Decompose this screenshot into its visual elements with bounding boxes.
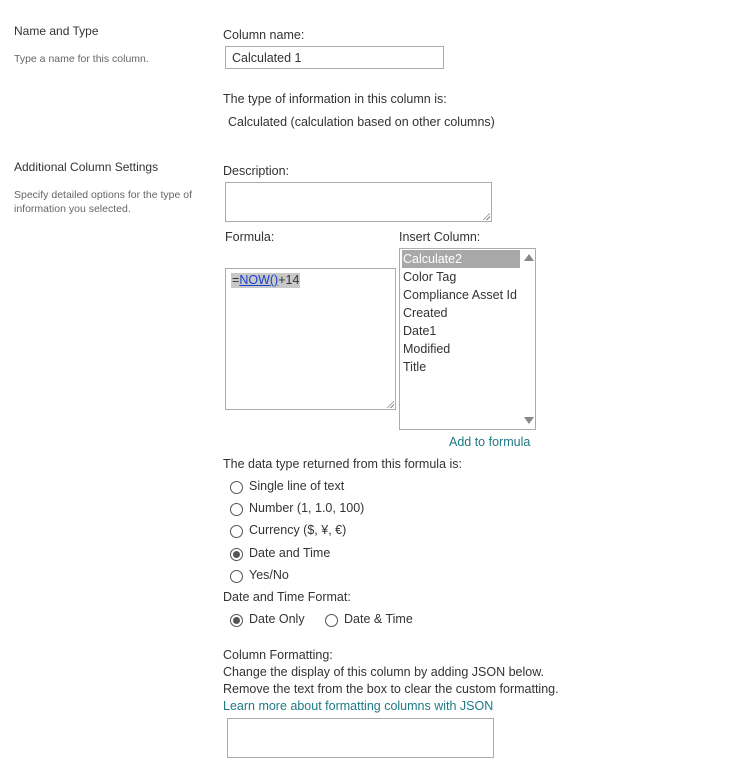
radio-single-line-text[interactable]	[230, 481, 243, 494]
list-item-title[interactable]: Title	[403, 360, 427, 374]
formula-textarea[interactable]	[225, 268, 396, 410]
option-single-line-text[interactable]: Single line of text	[249, 479, 345, 493]
section-title-additional: Additional Column Settings	[14, 160, 159, 174]
list-item-color-tag[interactable]: Color Tag	[403, 270, 457, 284]
option-date-time[interactable]: Date & Time	[344, 612, 413, 626]
column-name-value: Calculated 1	[232, 51, 302, 65]
list-item-compliance-asset-id[interactable]: Compliance Asset Id	[403, 288, 517, 302]
radio-date-time[interactable]	[325, 614, 338, 627]
column-formatting-label: Column Formatting:	[223, 648, 333, 662]
data-type-label: The data type returned from this formula is:	[223, 457, 462, 471]
radio-date-only[interactable]	[230, 614, 243, 627]
section-title-name-type: Name and Type	[14, 24, 99, 38]
column-formatting-line1: Change the display of this column by adding JSON below.	[223, 665, 545, 679]
resize-grip-icon[interactable]	[482, 212, 490, 220]
info-type-value: Calculated (calculation based on other columns)	[228, 115, 495, 129]
listbox-scrollbar[interactable]	[521, 249, 536, 429]
list-item-modified[interactable]: Modified	[403, 342, 451, 356]
radio-number[interactable]	[230, 503, 243, 516]
list-item-calculate2[interactable]: Calculate2	[402, 250, 520, 268]
section-desc-additional-1: Specify detailed options for the type of	[14, 189, 193, 201]
section-desc-name-type: Type a name for this column.	[14, 53, 149, 65]
option-date-only[interactable]: Date Only	[249, 612, 305, 626]
formula-suffix: +14	[278, 273, 300, 287]
radio-date-and-time[interactable]	[230, 548, 243, 561]
description-label: Description:	[223, 164, 289, 178]
radio-yes-no[interactable]	[230, 570, 243, 583]
column-formatting-textarea[interactable]	[227, 718, 494, 758]
column-name-label: Column name:	[223, 28, 305, 42]
resize-grip-icon[interactable]	[386, 400, 394, 408]
description-textarea[interactable]	[225, 182, 492, 222]
formula-func: NOW()	[239, 273, 279, 287]
option-date-and-time[interactable]: Date and Time	[249, 546, 331, 560]
option-currency[interactable]: Currency ($, ¥, €)	[249, 523, 347, 537]
insert-column-label: Insert Column:	[399, 230, 481, 244]
info-type-label: The type of information in this column is:	[223, 92, 447, 106]
add-to-formula-link[interactable]: Add to formula	[449, 435, 531, 449]
scroll-down-arrow-icon[interactable]	[524, 417, 534, 424]
formula-prefix: =	[232, 273, 240, 287]
column-formatting-line2: Remove the text from the box to clear the custom formatting.	[223, 682, 559, 696]
list-item-date1[interactable]: Date1	[403, 324, 437, 338]
list-item-created[interactable]: Created	[403, 306, 448, 320]
column-name-input[interactable]	[225, 46, 444, 69]
scroll-up-arrow-icon[interactable]	[524, 254, 534, 261]
date-format-label: Date and Time Format:	[223, 590, 351, 604]
option-number[interactable]: Number (1, 1.0, 100)	[249, 501, 365, 515]
formula-label: Formula:	[225, 230, 275, 244]
learn-more-formatting-link[interactable]: Learn more about formatting columns with JSON	[223, 699, 494, 713]
radio-currency[interactable]	[230, 525, 243, 538]
insert-column-listbox[interactable]	[399, 248, 536, 430]
section-desc-additional-2: information you selected.	[14, 203, 131, 215]
formula-text	[231, 273, 300, 288]
option-yes-no[interactable]: Yes/No	[249, 568, 289, 582]
